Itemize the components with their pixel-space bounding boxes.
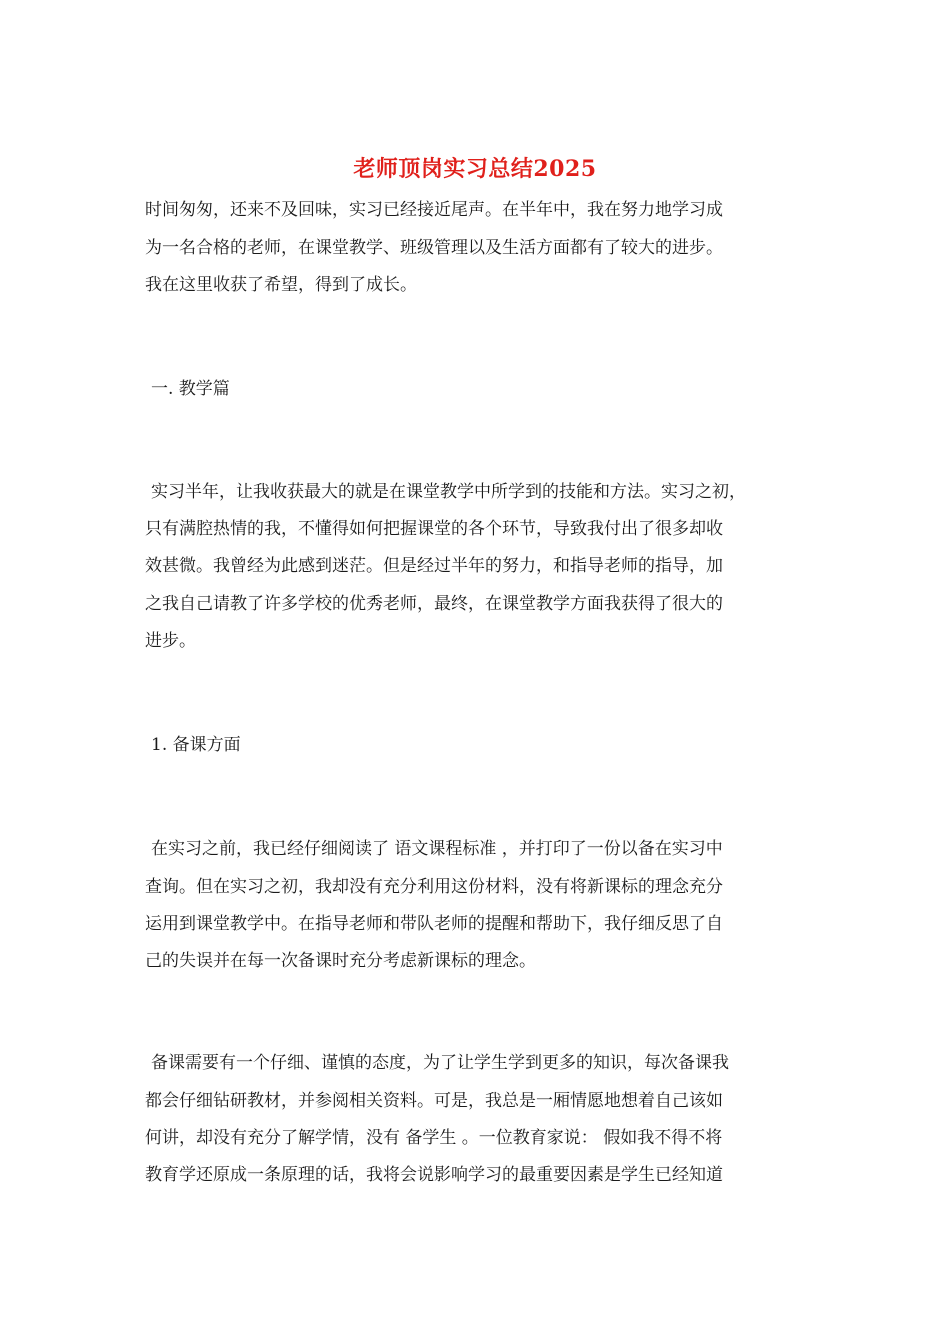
subsection1-line-3: 运用到课堂教学中。在指导老师和带队老师的提醒和帮助下，我仔细反思了自 — [145, 914, 723, 934]
subsection-heading-lesson-prep: 1. 备课方面 — [151, 735, 241, 755]
paragraph2-line-1: 备课需要有一个仔细、谨慎的态度，为了让学生学到更多的知识，每次备课我 — [151, 1053, 729, 1073]
paragraph2-line-3: 何讲，却没有充分了解学情，没有 备学生 。一位教育家说： 假如我不得不将 — [145, 1128, 723, 1148]
subsection1-line-4: 己的失误并在每一次备课时充分考虑新课标的理念。 — [145, 951, 536, 971]
document-title: 老师顶岗实习总结2025 — [353, 156, 597, 182]
paragraph2-line-4: 教育学还原成一条原理的话，我将会说影响学习的最重要因素是学生已经知道 — [145, 1165, 723, 1185]
section1-line-3: 效甚微。我曾经为此感到迷茫。但是经过半年的努力，和指导老师的指导，加 — [145, 556, 723, 576]
section1-line-4: 之我自己请教了许多学校的优秀老师，最终，在课堂教学方面我获得了很大的 — [145, 594, 723, 614]
section-heading-teaching: 一. 教学篇 — [151, 379, 230, 399]
subsection1-line-2: 查询。但在实习之初，我却没有充分利用这份材料，没有将新课标的理念充分 — [145, 877, 723, 897]
section1-line-2: 只有满腔热情的我，不懂得如何把握课堂的各个环节，导致我付出了很多却收 — [145, 519, 723, 539]
intro-line-2: 为一名合格的老师，在课堂教学、班级管理以及生活方面都有了较大的进步。 — [145, 238, 723, 258]
subsection1-line-1: 在实习之前，我已经仔细阅读了 语文课程标准 ，并打印了一份以备在实习中 — [151, 839, 723, 859]
intro-line-1: 时间匆匆，还来不及回味，实习已经接近尾声。在半年中，我在努力地学习成 — [145, 200, 723, 220]
paragraph2-line-2: 都会仔细钻研教材，并参阅相关资料。可是，我总是一厢情愿地想着自己该如 — [145, 1091, 723, 1111]
intro-line-3: 我在这里收获了希望，得到了成长。 — [145, 275, 417, 295]
section1-line-1: 实习半年，让我收获最大的就是在课堂教学中所学到的技能和方法。实习之初， — [151, 482, 746, 502]
section1-line-5: 进步。 — [145, 631, 196, 651]
